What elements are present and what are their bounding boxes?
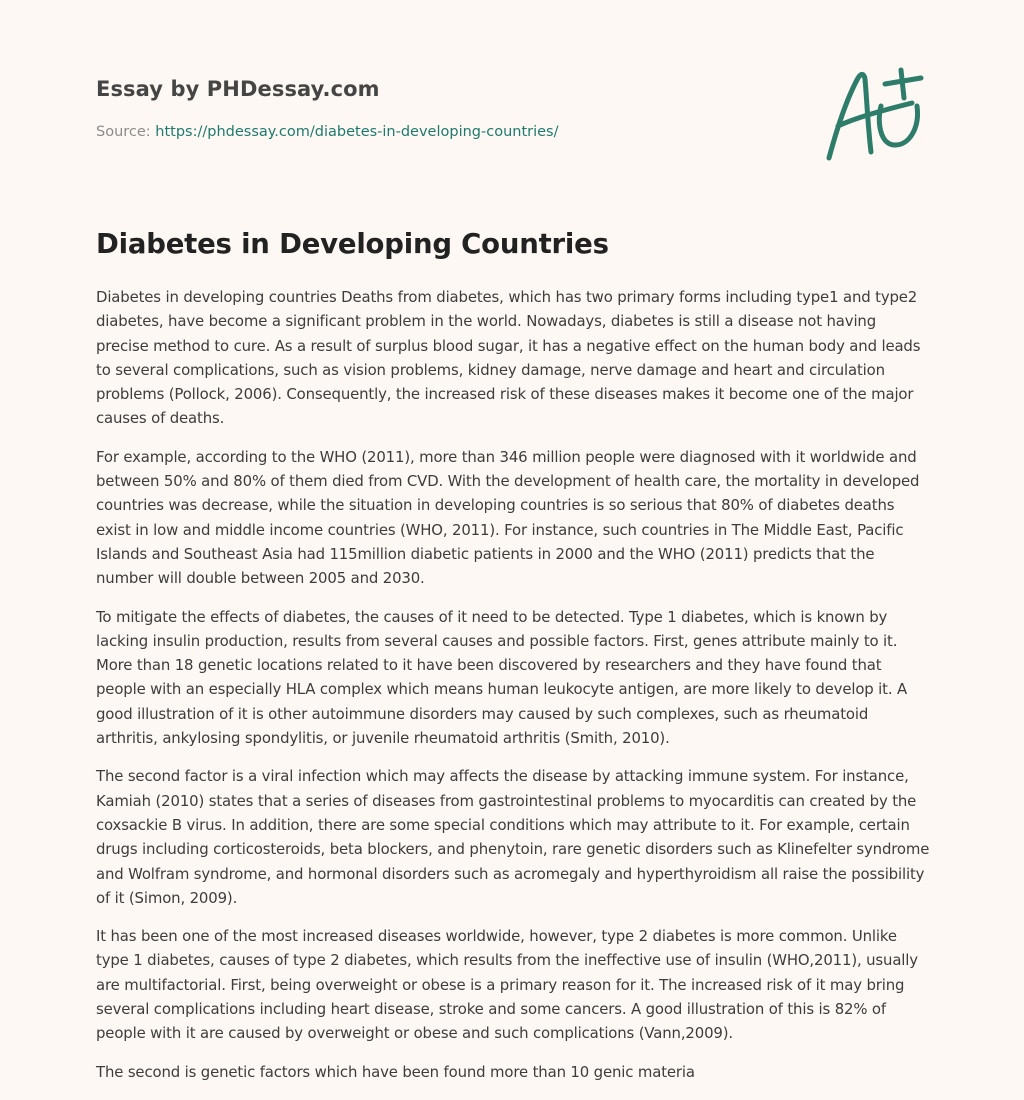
article-paragraph: The second is genetic factors which have been found more than 10 genic materia [96,1062,695,1081]
site-brand: Essay by PHDessay.com [96,77,380,101]
article-paragraph: Diabetes in developing countries Deaths from diabetes, which has two primary forms including type1 and type2 diabetes, have become a significant problem in the world. Nowadays, diabetes is still a disease not having precise method to cure. As a result of surplus blood sugar, it has a negative effect on the human body and leads to several complications, such as vision problems, kidney damage, nerve damage and heart and circulation problems (Pollock, 2006). Consequently, the increased risk of these diseases makes it become one of the major causes of deaths. [96,288,921,428]
article-paragraph: The second factor is a viral infection which may affects the disease by attacking immune system. For instance, Kamiah (2010) states that a series of diseases from gastrointestinal problems to myocarditis can created by the coxsackie B virus. In addition, there are some special conditions which may attribute to it. For example, certain drugs including corticosteroids, beta blockers, and phenytoin, rare genetic disorders such as Klinefelter syndrome and Wolfram syndrome, and hormonal disorders such as acromegaly and hyperthyroidism all raise the possibility of it (Simon, 2009). [96,767,930,907]
article-paragraph: For example, according to the WHO (2011), more than 346 million people were diagnosed with it worldwide and between 50% and 80% of them died from CVD. With the development of health care, the mortality in developed countries was decrease, while the situation in developing countries is so serious that 80% of diabetes deaths exist in low and middle income countries (WHO, 2011). For instance, such countries in The Middle East, Pacific Islands and Southeast Asia had 115million diabetic patients in 2000 and the WHO (2011) predicts that the number will double between 2005 and 2030. [96,447,920,588]
article-paragraph: It has been one of the most increased diseases worldwide, however, type 2 diabetes is more common. Unlike type 1 diabetes, causes of type 2 diabetes, which results from the ineffective use of insulin (WHO,2011), usually are multifactorial. First, being overweight or obese is a primary reason for it. The increased risk of it may bring several complications including heart disease, stroke and some cancers. A good illustration of this is 82% of people with it are caused by overweight or obese and such complications (Vann,2009). [96,927,918,1043]
a-plus-icon [822,66,926,166]
source-link[interactable]: https://phdessay.com/diabetes-in-developing-countries/ [155,124,559,140]
article-title: Diabetes in Developing Countries [96,228,609,260]
source-line [96,124,559,140]
source-label: Source: [96,124,151,140]
article-paragraph: To mitigate the effects of diabetes, the causes of it need to be detected. Type 1 diabetes, which is known by lacking insulin production, results from several causes and possible factors. First, genes attribute mainly to it. More than 18 genetic locations related to it have been discovered by researchers and they have found that people with an especially HLA complex which means human leukocyte antigen, are more likely to develop it. A good illustration of it is other autoimmune disorders may caused by such complexes, such as rheumatoid arthritis, ankylosing spondylitis, or juvenile rheumatoid arthritis (Smith, 2010). [96,607,908,748]
article-body [96,285,930,1098]
